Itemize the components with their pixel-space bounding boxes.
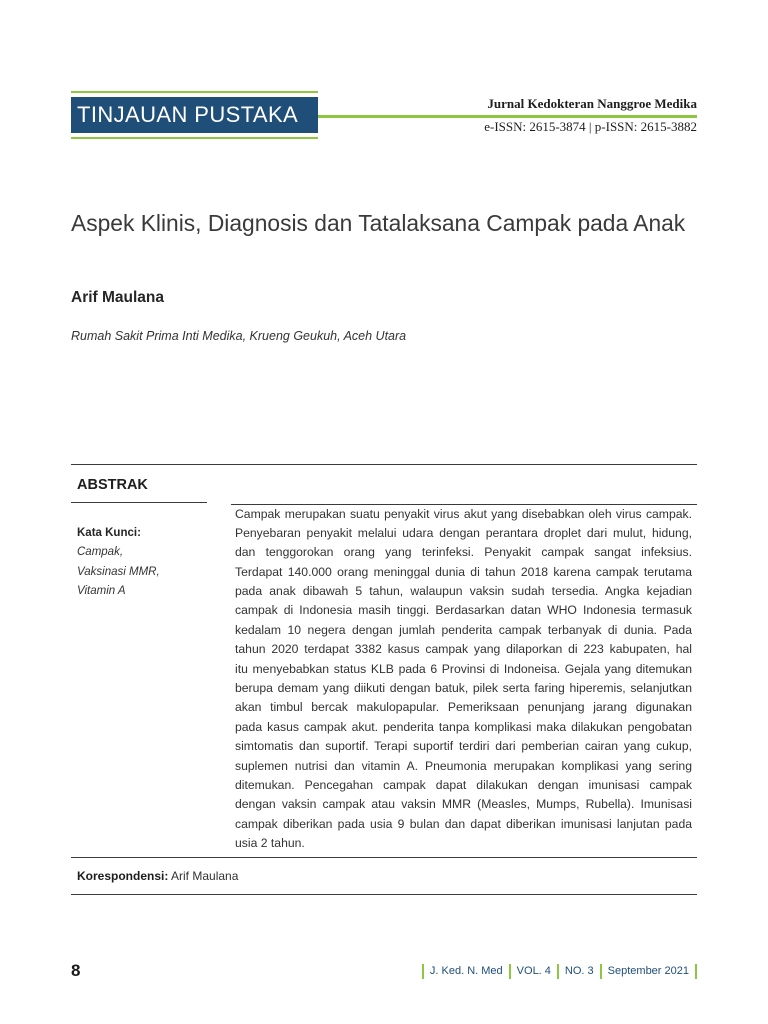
abstract-top-rule xyxy=(71,464,697,465)
abstract-line: pada anak dibawah 5 tahun, walaupun vaksin sudah tersedia. Angka kejadian xyxy=(235,584,692,599)
abstract-line: simtomatis dan suportif. Terapi suportif terdiri dari pemberian cairan yang cukup, xyxy=(235,739,692,754)
article-title: Aspek Klinis, Diagnosis dan Tatalaksana Campak pada Anak xyxy=(71,210,686,236)
keyword-item: Vitamin A xyxy=(77,585,126,598)
footer-separator xyxy=(422,964,424,979)
issn-line: e-ISSN: 2615-3874 | p-ISSN: 2615-3882 xyxy=(484,119,697,134)
abstract-line: itu menyebabkan status KLB pada 6 Provinsi di Indoneisa. Gejala yang ditemukan xyxy=(235,661,692,676)
abstract-line: Penyebaran penyakit melalui udara dengan perantara droplet dari mulut, hidung, xyxy=(235,525,692,540)
correspondence-bottom-rule xyxy=(71,894,697,895)
section-label: TINJAUAN PUSTAKA xyxy=(71,97,318,133)
footer-citation xyxy=(422,963,697,979)
header-accent-rule xyxy=(318,115,697,118)
abstract-line: kedalam 10 negera dengan jumlah penderita campak terbanyak di dunia. Pada xyxy=(235,622,692,637)
correspondence-name: Arif Maulana xyxy=(171,869,239,883)
correspondence xyxy=(77,868,238,884)
abstract-line: campak diberikan pada usia 9 bulan dan dapat diberikan imunisasi lanjutan pada xyxy=(235,816,692,831)
abstract-line: usia 2 tahun. xyxy=(235,836,305,851)
footer-issue: NO. 3 xyxy=(564,965,594,977)
abstract-line: suplemen nutrisi dan vitamin A. Pneumonia merupakan komplikasi yang sering xyxy=(235,758,692,773)
correspondence-label: Korespondensi: xyxy=(77,869,169,883)
abstract-text xyxy=(235,505,692,854)
abstract-line: Campak merupakan suatu penyakit virus akut yang disebabkan oleh virus campak. xyxy=(235,506,692,521)
keywords-block xyxy=(77,524,217,602)
author-affiliation: Rumah Sakit Prima Inti Medika, Krueng Geukuh, Aceh Utara xyxy=(71,329,407,343)
footer-volume: VOL. 4 xyxy=(516,965,551,977)
abstract-line: dan tenggorokan orang yang terinfeksi. Penyakit campak sangat infeksius. xyxy=(235,545,692,560)
abstract-line: tahun 2020 terdapat 3382 kasus campak yang dilaporkan di 223 kabupaten, hal xyxy=(235,642,692,657)
abstract-line: dengan vaksin campak atau vaksin MMR (Measles, Mumps, Rubella). Imunisasi xyxy=(235,797,692,812)
abstract-line: berupa demam yang diikuti dengan batuk, pilek serta faring hiperemis, selanjutkan xyxy=(235,681,692,696)
abstract-line: ditemukan. Pencegahan campak dapat dilakukan dengan imunisasi campak xyxy=(235,777,692,792)
footer-date: September 2021 xyxy=(607,965,689,977)
keywords-label: Kata Kunci: xyxy=(77,527,141,539)
abstract-heading: ABSTRAK xyxy=(77,477,148,493)
author-name: Arif Maulana xyxy=(71,289,165,306)
journal-name: Jurnal Kedokteran Nanggroe Medika xyxy=(487,96,697,111)
abstract-line: campak di Indonesia masih tinggi. Berdasarkan datan WHO Indonesia termasuk xyxy=(235,603,692,618)
abstract-line: akan timbul bercak makulopapular. Pemeriksaan penunjang jarang digunakan xyxy=(235,700,692,715)
footer-separator xyxy=(557,964,559,979)
abstract-line: Terdapat 140.000 orang meninggal dunia di tahun 2018 karena campak terutama xyxy=(235,564,692,579)
page-number: 8 xyxy=(71,961,81,980)
footer-separator xyxy=(600,964,602,979)
footer-separator xyxy=(509,964,511,979)
section-label-bottom-rule xyxy=(71,137,318,139)
footer-journal-abbr: J. Ked. N. Med xyxy=(429,965,503,977)
abstract-heading-rule xyxy=(71,502,207,503)
section-label-top-rule xyxy=(71,91,318,93)
keyword-item: Campak, xyxy=(77,546,124,559)
keyword-item: Vaksinasi MMR, xyxy=(77,565,160,578)
abstract-bottom-rule xyxy=(71,857,697,858)
abstract-line: pada kasus campak akut. penderita tanpa komplikasi maka dilakukan pengobatan xyxy=(235,719,692,734)
footer-separator xyxy=(695,964,697,979)
